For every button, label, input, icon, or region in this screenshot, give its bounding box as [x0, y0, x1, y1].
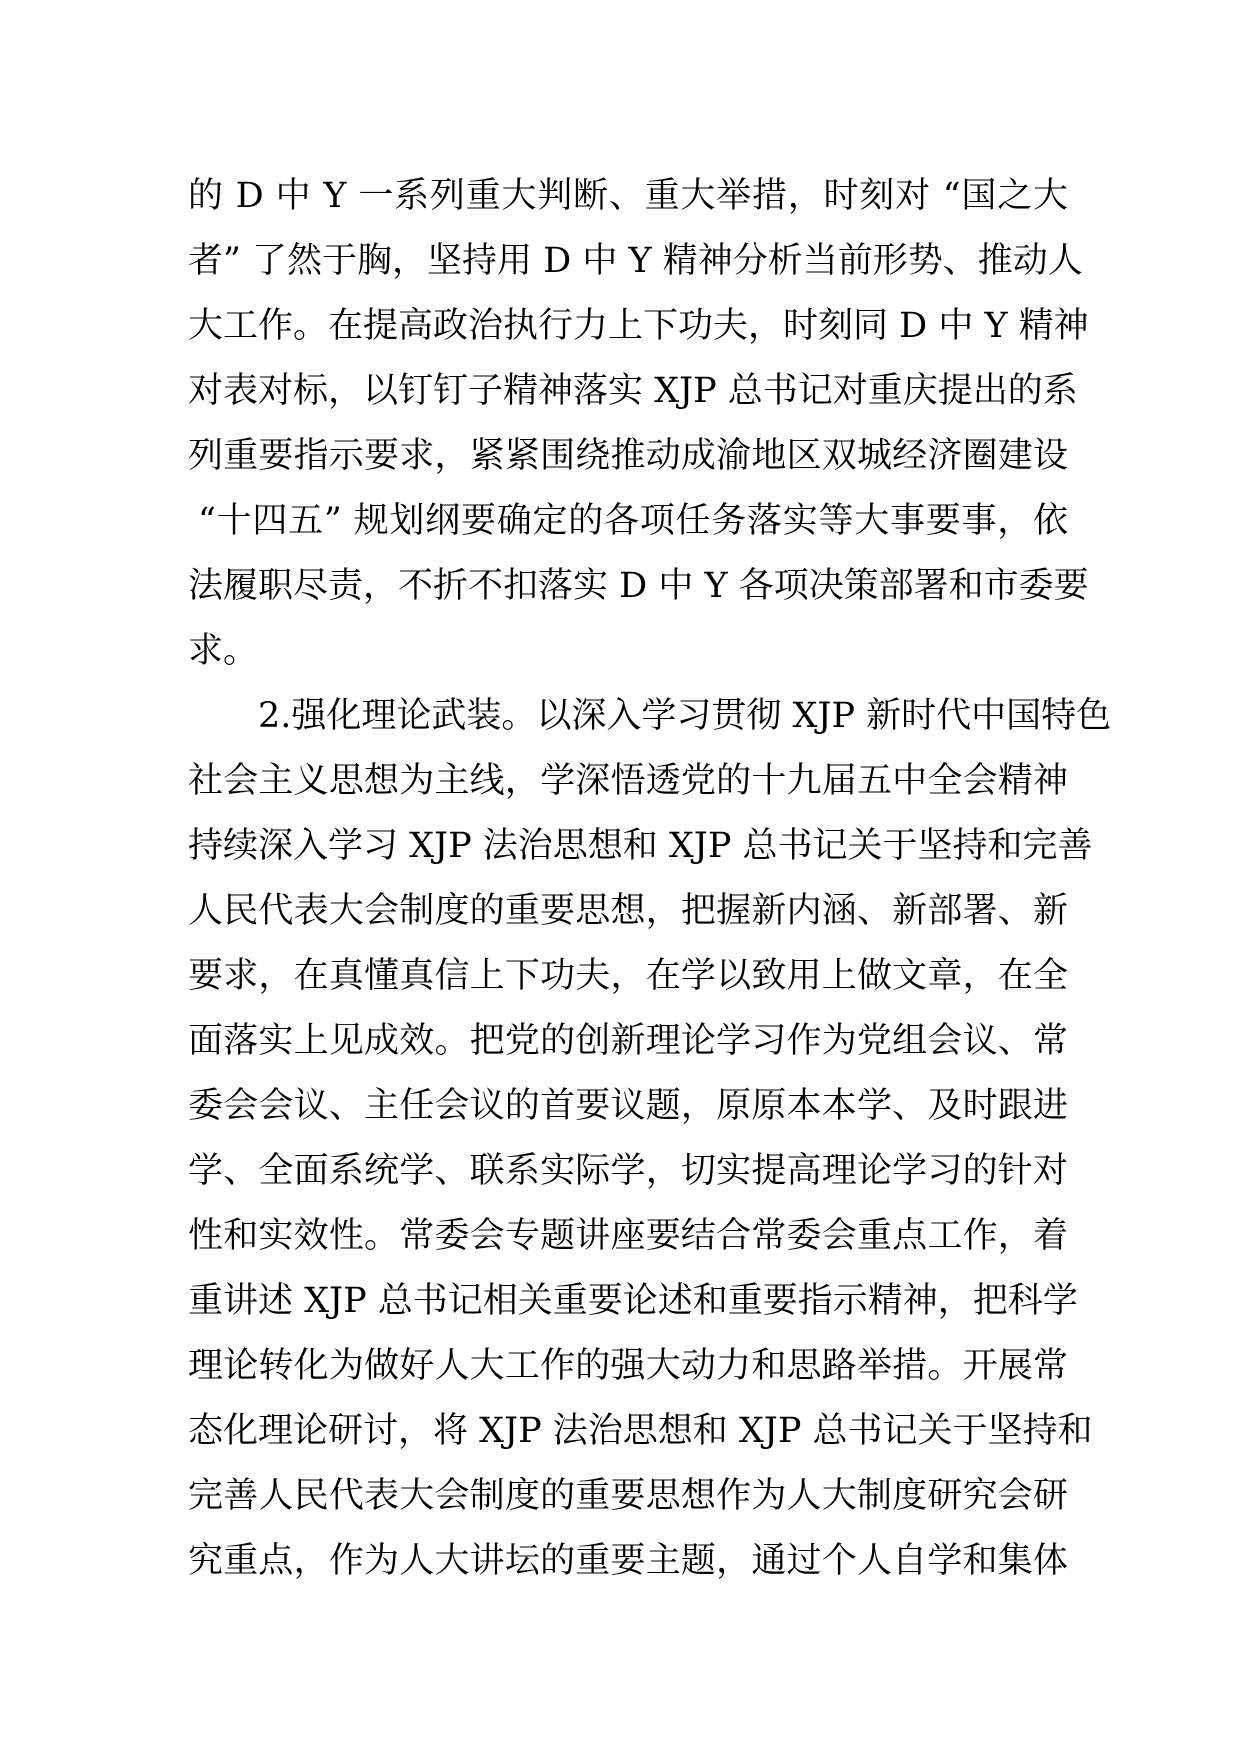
- text-line: 重讲述 XJP 总书记相关重要论述和重要指示精神，把科学: [188, 1281, 1078, 1321]
- text-line: 的 D 中 Y 一系列重大判断、重大举措，时刻对 “国之大: [188, 176, 1068, 216]
- text-line: 者” 了然于胸，坚持用 D 中 Y 精神分析当前形势、推动人: [188, 241, 1083, 281]
- text-line: 究重点，作为人大讲坛的重要主题，通过个人自学和集体: [188, 1541, 1068, 1581]
- text-line: 社会主义思想为主线，学深悟透党的十九届五中全会精神: [188, 761, 1068, 801]
- text-line: 面落实上见成效。把党的创新理论学习作为党组会议、常: [188, 1021, 1068, 1061]
- text-line: 求。: [188, 631, 259, 671]
- paragraph-1: [188, 164, 1089, 684]
- text-line: 态化理论研讨，将 XJP 法治思想和 XJP 总书记关于坚持和: [188, 1411, 1093, 1451]
- text-line: 大工作。在提高政治执行力上下功夫，时刻同 D 中 Y 精神: [188, 306, 1089, 346]
- text-line: “十四五” 规划纲要确定的各项任务落实等大事要事，依: [198, 501, 1068, 541]
- text-line: 性和实效性。常委会专题讲座要结合常委会重点工作，着: [188, 1216, 1068, 1256]
- text-line: 理论转化为做好人大工作的强大动力和思路举措。开展常: [188, 1346, 1068, 1386]
- text-line: 人民代表大会制度的重要思想，把握新内涵、新部署、新: [188, 891, 1068, 931]
- text-line: 2.强化理论武装。以深入学习贯彻 XJP 新时代中国特色: [258, 696, 1112, 736]
- text-line: 学、全面系统学、联系实际学，切实提高理论学习的针对: [188, 1151, 1068, 1191]
- text-line: 委会会议、主任会议的首要议题，原原本本学、及时跟进: [188, 1086, 1068, 1126]
- text-line: 要求，在真懂真信上下功夫，在学以致用上做文章，在全: [188, 956, 1068, 996]
- paragraph-2: [188, 684, 1112, 1594]
- body-text: [188, 164, 1112, 1594]
- text-line: 列重要指示要求，紧紧围绕推动成渝地区双城经济圈建设: [188, 436, 1068, 476]
- text-line: 持续深入学习 XJP 法治思想和 XJP 总书记关于坚持和完善: [188, 826, 1093, 866]
- text-line: 完善人民代表大会制度的重要思想作为人大制度研究会研: [188, 1476, 1068, 1516]
- text-line: 对表对标，以钉钉子精神落实 XJP 总书记对重庆提出的系: [188, 371, 1078, 411]
- text-line: 法履职尽责，不折不扣落实 D 中 Y 各项决策部署和市委要: [188, 566, 1089, 606]
